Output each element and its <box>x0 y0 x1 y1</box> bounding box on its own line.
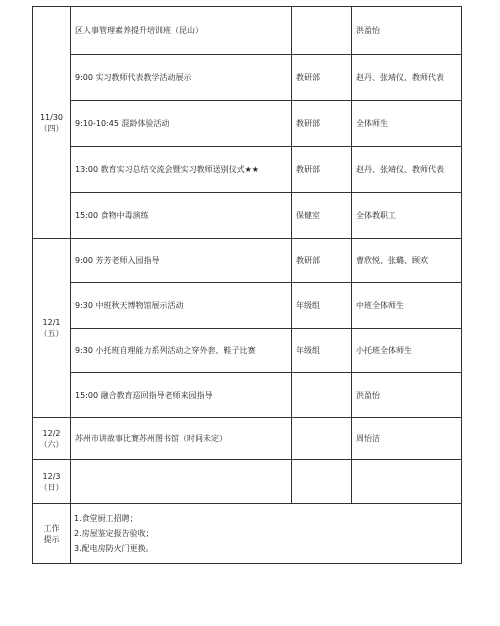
table-row <box>33 418 462 460</box>
day-cell <box>33 460 71 504</box>
people-cell: 洪盈怡 <box>352 7 462 55</box>
people-cell: 赵丹、张靖仪、教师代表 <box>352 55 462 101</box>
table-row <box>33 283 462 329</box>
event-cell <box>71 460 292 504</box>
table-row <box>33 7 462 55</box>
table-row <box>33 239 462 283</box>
work-tip-item: 2.房屋鉴定报告验收； <box>74 529 154 538</box>
dept-cell: 年级组 <box>292 283 352 329</box>
event-cell: 区人事管理素养提升培训班（昆山） <box>71 7 292 55</box>
event-cell: 苏州市讲故事比赛苏州图书馆（时间未定） <box>71 418 292 460</box>
table-row <box>33 193 462 239</box>
dept-cell <box>292 460 352 504</box>
table-row <box>33 329 462 373</box>
day-weekday: （五） <box>39 329 64 338</box>
event-cell: 15:00 融合教育巡回指导老师来园指导 <box>71 373 292 418</box>
work-tip-item: 1.食堂厨工招聘； <box>74 514 138 523</box>
event-cell: 13:00 教育实习总结交流会暨实习教师送别仪式★★ <box>71 147 292 193</box>
work-tips-row <box>33 504 462 564</box>
people-cell: 曹欣悦、张璐、顾欢 <box>352 239 462 283</box>
work-tips-label <box>33 504 71 564</box>
dept-cell: 教研部 <box>292 147 352 193</box>
dept-cell <box>292 373 352 418</box>
table-row <box>33 55 462 101</box>
day-weekday: （日） <box>39 482 64 492</box>
day-cell <box>33 418 71 460</box>
day-date: 11/30 <box>39 112 64 122</box>
day-date: 12/1 <box>42 318 61 327</box>
day-weekday: （六） <box>39 439 64 449</box>
day-weekday: （四） <box>39 123 64 133</box>
day-cell <box>33 7 71 239</box>
people-cell: 周怡洁 <box>352 418 462 460</box>
table-row <box>33 460 462 504</box>
event-cell: 15:00 食物中毒演练 <box>71 193 292 239</box>
people-cell <box>352 460 462 504</box>
table-row <box>33 373 462 418</box>
people-cell: 赵丹、张靖仪、教师代表 <box>352 147 462 193</box>
day-cell <box>33 239 71 418</box>
event-cell: 9:10-10:45 混龄体验活动 <box>71 101 292 147</box>
dept-cell: 教研部 <box>292 101 352 147</box>
table-row <box>33 147 462 193</box>
people-cell: 小托班全体师生 <box>352 329 462 373</box>
day-date: 12/2 <box>42 428 61 438</box>
dept-cell: 保健室 <box>292 193 352 239</box>
work-tip-item: 3.配电房防火门更换。 <box>74 544 154 553</box>
dept-cell: 教研部 <box>292 239 352 283</box>
event-cell: 9:30 小托班自理能力系列活动之穿外套、鞋子比赛 <box>71 329 292 373</box>
dept-cell <box>292 418 352 460</box>
schedule-table <box>32 6 462 564</box>
work-tips-label-line2: 提示 <box>43 534 60 544</box>
people-cell: 中班全体师生 <box>352 283 462 329</box>
dept-cell: 年级组 <box>292 329 352 373</box>
day-date: 12/3 <box>42 471 61 481</box>
people-cell: 全体师生 <box>352 101 462 147</box>
event-cell: 9:30 中班秋天博物馆展示活动 <box>71 283 292 329</box>
work-tips-list <box>71 504 462 564</box>
people-cell: 洪盈怡 <box>352 373 462 418</box>
people-cell: 全体教职工 <box>352 193 462 239</box>
event-cell: 9:00 芳芳老师入园指导 <box>71 239 292 283</box>
table-row <box>33 101 462 147</box>
dept-cell: 教研部 <box>292 55 352 101</box>
event-cell: 9:00 实习教师代表教学活动展示 <box>71 55 292 101</box>
work-tips-label-line1: 工作 <box>43 523 60 533</box>
dept-cell <box>292 7 352 55</box>
